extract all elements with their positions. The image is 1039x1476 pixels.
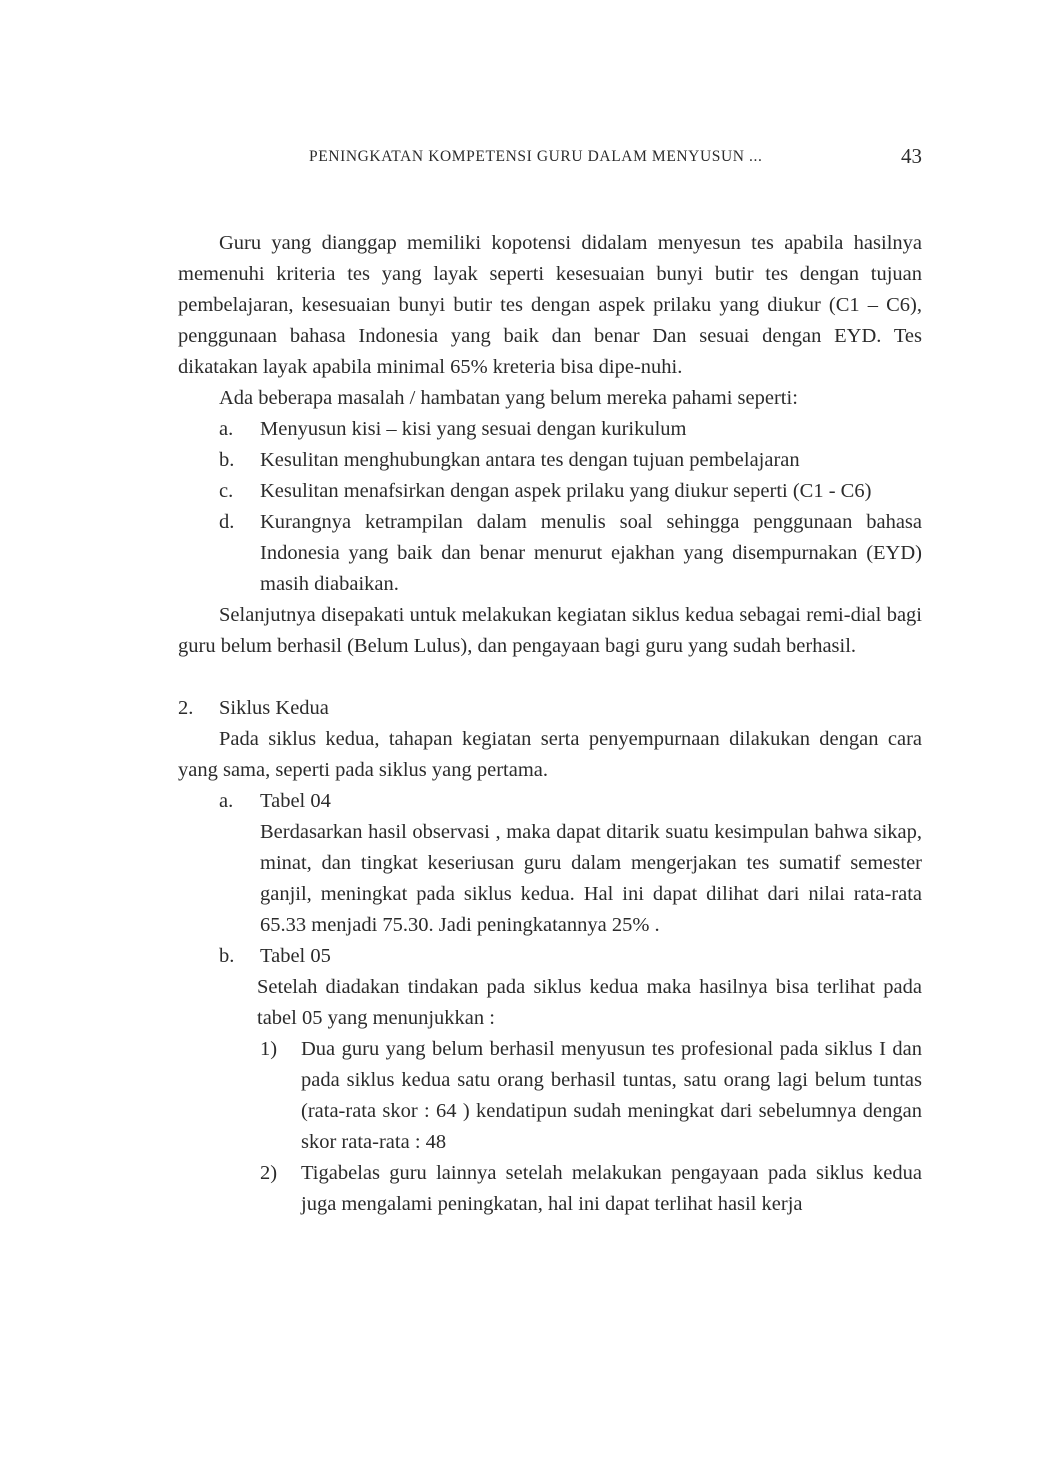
list-item [178,476,922,507]
list-text: Kesulitan menafsirkan dengan aspek prilaku yang diukur seperti (C1 - C6) [260,480,872,502]
paragraph-problems-intro: Ada beberapa masalah / hambatan yang belum mereka pahami seperti: [219,387,798,409]
section-spacer [178,662,922,693]
paragraph-followup: Selanjutnya disepakati untuk melakukan kegiatan siklus kedua sebagai remi-dial bagi guru belum berhasil (Belum Lulus), dan pengayaan bagi guru yang sudah berhasil. [178,604,922,657]
list-item [178,1158,922,1220]
list-marker: d. [219,511,235,533]
list-item [178,507,922,600]
page-number: 43 [901,144,922,168]
section-title: Siklus Kedua [219,697,329,719]
list-marker: a. [219,790,234,812]
list-marker: c. [219,480,234,502]
list-marker: a. [219,418,234,440]
list-text: Tigabelas guru lainnya setelah melakukan pengayaan pada siklus kedua juga mengalami peningkatan, hal ini dapat terlihat hasil kerja [301,1162,922,1215]
list-title: Tabel 05 [260,945,331,967]
running-title: PENINGKATAN KOMPETENSI GURU DALAM MENYUSUN ... [309,148,763,165]
list-marker: 2) [260,1162,278,1184]
list-item [178,941,922,972]
paragraph-cycle-two: Pada siklus kedua, tahapan kegiatan serta penyempurnaan dilakukan dengan cara yang sama, seperti pada siklus yang pertama. [178,728,922,781]
list-text: Kesulitan menghubungkan antara tes dengan tujuan pembelajaran [260,449,800,471]
list-item [178,414,922,445]
list-title: Tabel 04 [260,790,331,812]
list-text: Kurangnya ketrampilan dalam menulis soal sehingga penggunaan bahasa Indonesia yang baik dan benar menurut ejakhan yang disempurnakan (EYD) masih diabaikan. [260,511,922,595]
body-text [178,228,922,1220]
list-marker: b. [219,945,235,967]
list-text: Dua guru yang belum berhasil menyusun tes profesional pada siklus I dan pada siklus kedua satu orang berhasil tuntas, satu orang lagi belum tuntas (rata-rata skor : 64 ) kendatipun sudah meningkat dari sebelumnya dengan skor rata-rata : 48 [301,1038,922,1153]
list-item [178,445,922,476]
list-item [178,1034,922,1158]
list-item [178,786,922,817]
list-marker: 1) [260,1038,278,1060]
paragraph-criteria: Guru yang dianggap memiliki kopotensi didalam menyesun tes apabila hasilnya memenuhi kriteria tes yang layak seperti kesesuaian bunyi butir tes dengan tujuan pembelajaran, kesesuaian bunyi butir tes dengan aspek prilaku yang diukur (C1 – C6), penggunaan bahasa Indonesia yang baik dan benar Dan sesuai dengan EYD. Tes dikatakan layak apabila minimal 65% kreteria bisa dipe-nuhi. [178,232,922,378]
paragraph-table-05: Setelah diadakan tindakan pada siklus kedua maka hasilnya bisa terlihat pada tabel 05 yang menunjukkan : [257,976,922,1029]
list-marker: b. [219,449,235,471]
section-number: 2. [178,697,194,719]
section-heading [178,693,922,724]
running-header [178,144,922,174]
list-text: Menyusun kisi – kisi yang sesuai dengan kurikulum [260,418,687,440]
paragraph-table-04: Berdasarkan hasil observasi , maka dapat ditarik suatu kesimpulan bahwa sikap, minat, dan tingkat keseriusan guru dalam mengerjakan tes sumatif semester ganjil, meningkat pada siklus kedua. Hal ini dapat dilihat dari nilai rata-rata 65.33 menjadi 75.30. Jadi peningkatannya 25% . [260,821,922,936]
